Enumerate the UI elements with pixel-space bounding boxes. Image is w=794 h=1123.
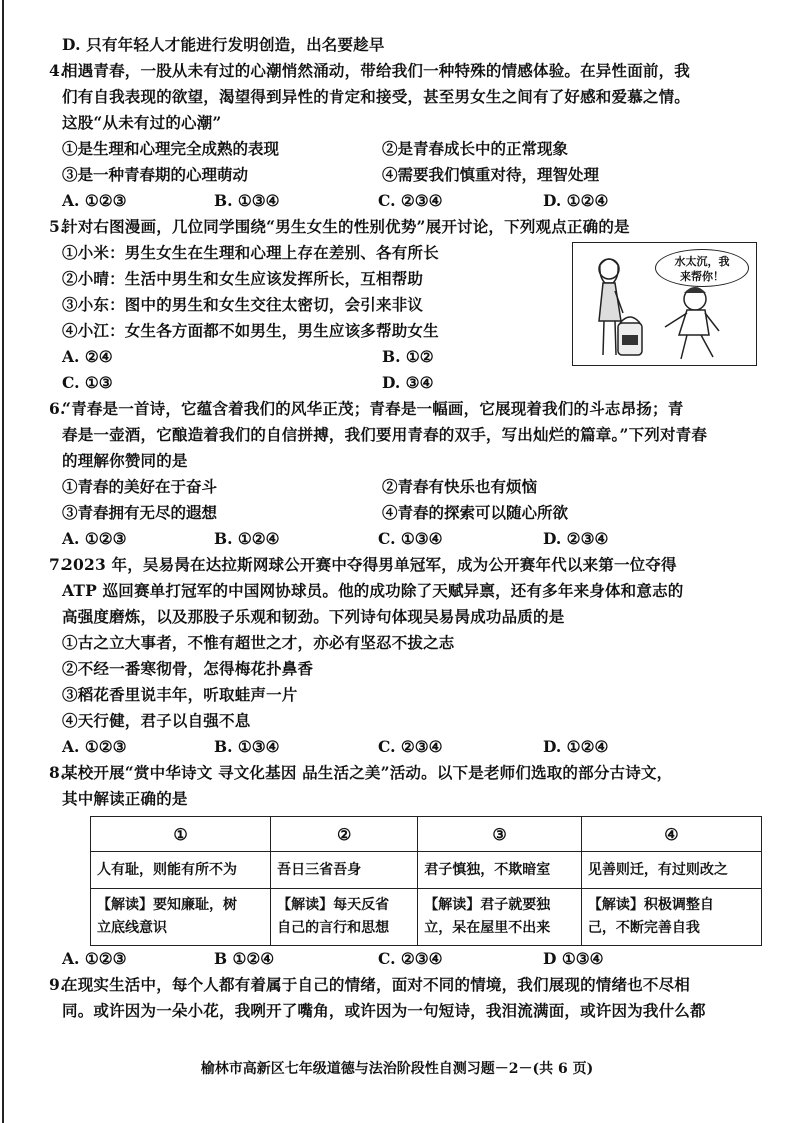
q3-option-d: D. 只有年轻人才能进行发明创造，出名要趁早 [62, 35, 385, 54]
q7-option-c: C. ②③④ [378, 737, 443, 756]
q8-option-d: D ①③④ [543, 949, 604, 968]
left-margin-rule [2, 0, 4, 1123]
q4-option-d: D. ①②④ [543, 191, 609, 210]
table-header: ④ [581, 817, 761, 852]
q7-item: ③稻花香里说丰年，听取蛙声一片 [62, 685, 298, 704]
q6-item: ②青春有快乐也有烦恼 [382, 477, 538, 496]
table-cell-interpretation [581, 889, 761, 946]
q4-stem-line: 相遇青春，一股从未有过的心潮悄然涌动，带给我们一种特殊的情感体验。在异性面前，我 [62, 61, 691, 80]
question-4 [49, 58, 762, 214]
table-header: ② [271, 817, 418, 852]
q7-stem-line: 2023 年，吴易昺在达拉斯网球公开赛中夺得男单冠军，成为公开赛年代以来第一位夺得 [62, 555, 677, 574]
q8-stem-line: 其中解读正确的是 [62, 789, 188, 808]
q7-option-b: B. ①③④ [214, 737, 280, 756]
q5-item: ①小米：男生女生在生理和心理上存在差别、各有所长 [62, 243, 439, 262]
table-cell-interpretation [418, 889, 582, 946]
speech-bubble-line: 水太沉，我 [674, 255, 730, 268]
q4-option-a: A. ①②③ [62, 191, 127, 210]
q4-item: ②是青春成长中的正常现象 [382, 139, 569, 158]
interp-line: 立底线意识 [97, 920, 167, 936]
interp-line: 【解读】积极调整自 [587, 897, 714, 913]
q4-stem-line: 们有自我表现的欲望，渴望得到异性的肯定和接受，甚至男女生之间有了好感和爱慕之情。 [62, 87, 691, 106]
question-8 [49, 760, 762, 972]
q5-option-a: A. ②④ [62, 347, 113, 366]
q6-item: ④青春的探索可以随心所欲 [382, 503, 569, 522]
q7-option-a: A. ①②③ [62, 737, 127, 756]
speech-bubble [655, 249, 749, 287]
q5-option-d: D. ③④ [382, 373, 434, 392]
q6-option-b: B. ①②④ [214, 529, 280, 548]
q7-item: ①古之立大事者，不惟有超世之才，亦必有坚忍不拔之志 [62, 633, 455, 652]
interp-line: 自己的言行和思想 [277, 920, 390, 936]
table-header: ③ [418, 817, 582, 852]
q7-item: ④天行健，君子以自强不息 [62, 711, 251, 730]
q4-item: ①是生理和心理完全成熟的表现 [62, 139, 280, 158]
q6-option-c: C. ①③④ [378, 529, 443, 548]
table-cell-sentence: 人有耻，则能有所不为 [91, 852, 271, 889]
interp-line: 【解读】每天反省 [277, 897, 390, 913]
q9-number: 9. [49, 975, 66, 994]
q8-number: 8. [49, 763, 66, 782]
q4-option-b: B. ①③④ [214, 191, 280, 210]
q7-number: 7. [49, 555, 66, 574]
q5-item: ②小晴：生活中男生和女生应该发挥所长，互相帮助 [62, 269, 424, 288]
q5-stem: 针对右图漫画，几位同学围绕“男生女生的性别优势”展开讨论，下列观点正确的是 [62, 217, 630, 236]
q4-item: ④需要我们慎重对待，理智处理 [382, 165, 600, 184]
q4-item: ③是一种青春期的心理萌动 [62, 165, 249, 184]
q8-option-c: C. ②③④ [378, 949, 443, 968]
q7-item: ②不经一番寒彻骨，怎得梅花扑鼻香 [62, 659, 314, 678]
q4-option-c: C. ②③④ [378, 191, 443, 210]
table-header: ① [91, 817, 271, 852]
question-9 [49, 972, 762, 1024]
interp-line: 立，呆在屋里不出来 [424, 920, 551, 936]
interp-line: 【解读】要知廉耻，树 [97, 897, 237, 913]
q6-stem-line: 春是一壶酒，它酿造着我们的自信拼搏，我们要用青春的双手，写出灿烂的篇章。”下列对青春 [62, 425, 708, 444]
question-7 [49, 552, 762, 760]
q4-stem-line: 这股“从未有过的心潮” [62, 113, 222, 132]
table-cell-sentence: 见善则迁，有过则改之 [581, 852, 761, 889]
q5-item: ③小东：图中的男生和女生交往太密切，会引来非议 [62, 295, 424, 314]
q6-stem-line: “青春是一首诗，它蕴含着我们的风华正茂；青春是一幅画，它展现着我们的斗志昂扬；青 [62, 399, 684, 418]
q8-stem-line: 某校开展“赏中华诗文 寻文化基因 品生活之美”活动。以下是老师们选取的部分古诗文， [62, 763, 673, 782]
q7-stem-line: ATP 巡回赛单打冠军的中国网协球员。他的成功除了天赋异禀，还有多年来身体和意志的 [62, 581, 684, 600]
comic-illustration [572, 242, 757, 366]
q9-stem-line: 在现实生活中，每个人都有着属于自己的情绪，面对不同的情境，我们展现的情绪也不尽相 [62, 975, 691, 994]
q5-option-c: C. ①③ [62, 373, 113, 392]
q5-option-b: B. ①② [382, 347, 434, 366]
table-cell-interpretation [91, 889, 271, 946]
q6-number: 6. [49, 399, 66, 418]
q7-stem-line: 高强度磨炼，以及那股子乐观和韧劲。下列诗句体现吴易昺成功品质的是 [62, 607, 565, 626]
question-6 [49, 396, 762, 552]
question-5 [49, 214, 762, 396]
q6-stem-line: 的理解你赞同的是 [62, 451, 188, 470]
q6-option-d: D. ②③④ [543, 529, 609, 548]
q6-item: ①青春的美好在于奋斗 [62, 477, 218, 496]
q5-item: ④小江：女生各方面都不如男生，男生应该多帮助女生 [62, 321, 439, 340]
q7-option-d: D. ①②④ [543, 737, 609, 756]
q8-option-b: B ①②④ [214, 949, 275, 968]
table-cell-sentence: 君子慎独，不欺暗室 [418, 852, 582, 889]
table-cell-interpretation [271, 889, 418, 946]
q6-option-a: A. ①②③ [62, 529, 127, 548]
q9-stem-line: 同。或许因为一朵小花，我咧开了嘴角，或许因为一句短诗，我泪流满面，或许因为我什么都 [62, 1001, 706, 1020]
page-footer: 榆林市高新区七年级道德与法治阶段性自测习题－2－(共 6 页) [200, 1061, 594, 1077]
q8-option-a: A. ①②③ [62, 949, 127, 968]
q5-number: 5. [49, 217, 66, 236]
interp-line: 【解读】君子就要独 [424, 897, 551, 913]
q4-number: 4. [49, 61, 66, 80]
exam-page [49, 32, 762, 1024]
interp-line: 己，不断完善自我 [587, 920, 700, 936]
table-cell-sentence: 吾日三省吾身 [271, 852, 418, 889]
q6-item: ③青春拥有无尽的遐想 [62, 503, 218, 522]
poem-table [90, 816, 762, 946]
speech-bubble-line: 来帮你！ [680, 270, 724, 283]
